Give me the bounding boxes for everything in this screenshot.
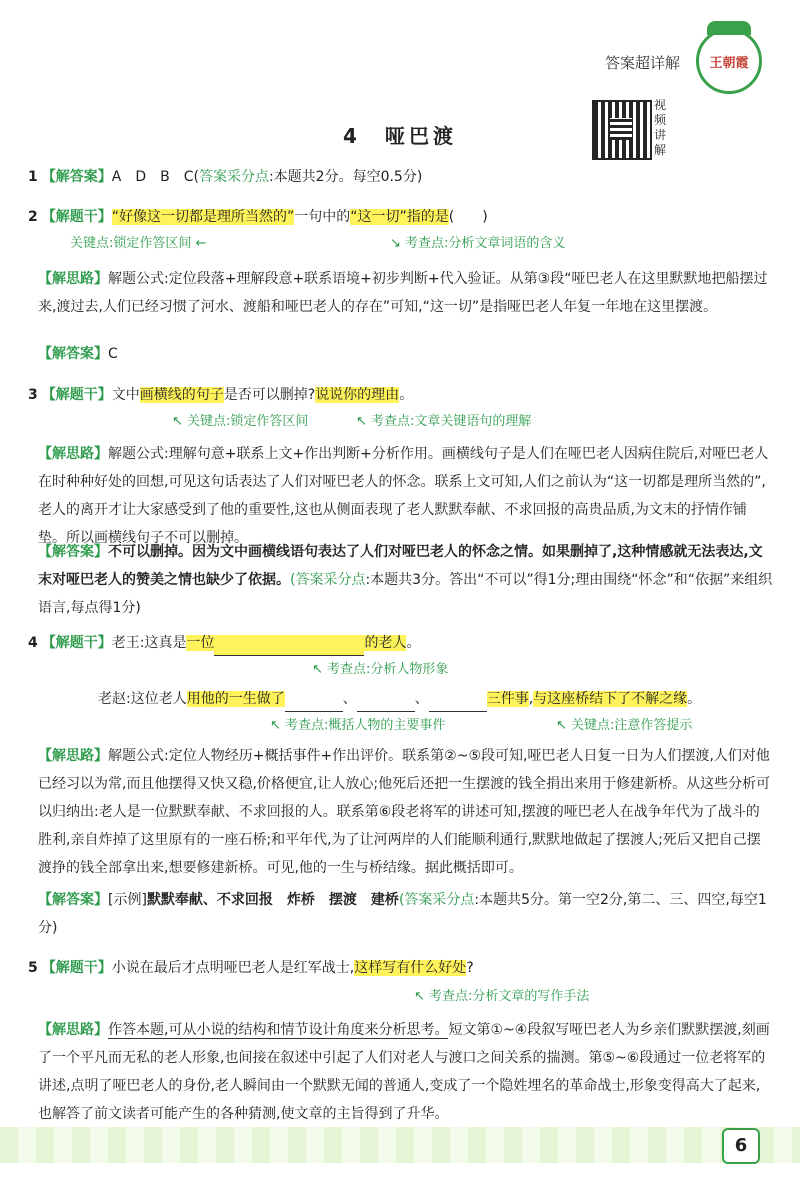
- q4-score: :本题共5分。第一空2分,第二、三、四空,每空1分): [38, 892, 767, 936]
- q3-answer: [38, 538, 773, 622]
- q1: [28, 164, 773, 190]
- q5-idea-a: 作答本题,可从小说的结构和情节设计角度来分析思考。: [108, 1022, 449, 1038]
- q2-idea-tag: 【解思路】: [38, 271, 108, 287]
- q3-idea: [38, 440, 773, 552]
- q2-tag: 【解题干】: [41, 209, 112, 225]
- q3-answer-text: 不可以删掉。因为文中画横线语句表达了人们对哑巴老人的怀念之情。如果删掉了,这种情感就无法表达,文末对哑巴老人的赞美之情也缺少了依据。: [38, 544, 763, 588]
- q5-stem-c: ?: [466, 960, 474, 976]
- q3-answer-tag: 【解答案】: [38, 544, 108, 560]
- q3-score: :本题共3分。答出“不可以”得1分;理由围绕“怀念”和“依据”来组织语言,每点得1分): [38, 572, 773, 616]
- q2-idea: [38, 265, 773, 321]
- q4-score-tag: (答案采分点: [398, 892, 475, 908]
- q1-tag: 【解答案】: [41, 169, 112, 185]
- page-number: 6: [722, 1128, 760, 1164]
- q4-number: 4: [28, 635, 38, 651]
- q5-stem-a: 小说在最后才点明哑巴老人是红军战士,: [111, 960, 355, 976]
- q5-idea: [38, 1016, 773, 1128]
- q4-idea: [38, 742, 773, 882]
- q4-line2-a: 老赵:这位老人: [98, 691, 187, 707]
- q1-score-tag: 答案采分点: [198, 169, 269, 185]
- q3-stem-e: 。: [399, 387, 414, 403]
- q3-note-key: ↖ 关键点:锁定作答区间: [172, 414, 309, 429]
- q4-note-exam1: ↖ 考查点:分析人物形象: [312, 662, 449, 677]
- q5-note-exam: ↖ 考查点:分析文章的写作手法: [414, 989, 590, 1004]
- q4-line2-h: 。: [687, 691, 702, 707]
- q5-tag: 【解题干】: [41, 960, 112, 976]
- page-title: 4 哑巴渡: [343, 124, 457, 148]
- q4-stem: [28, 630, 773, 656]
- q2-note-exam: ↘ 考查点:分析文章词语的含义: [390, 236, 566, 251]
- q5-stem-b: 这样写有什么好处: [354, 960, 467, 976]
- header-text: 答案超详解: [604, 54, 680, 72]
- q4-note-exam2: ↖ 考查点:概括人物的主要事件: [270, 718, 446, 733]
- q2-idea-text: 解题公式:定位段落+理解段意+联系语境+初步判断+代入验证。从第③段“哑巴老人在这里默默地把船摆过来,渡过去,人们已经习惯了河水、渡船和哑巴老人的存在”可知,“这一切”是指哑巴老人年复一年地在这里摆渡。: [38, 271, 768, 315]
- q3-note-exam: ↖ 考查点:文章关键语句的理解: [356, 414, 532, 429]
- q2-answer-text: C: [108, 346, 118, 362]
- q3-stem-c: 是否可以删掉?: [223, 387, 316, 403]
- q4-line2-c: 、: [342, 691, 357, 707]
- q4-stem-a: 老王:这真是: [111, 635, 187, 651]
- q4-stem-b: 一位: [186, 635, 215, 651]
- qr-label: 视频讲解: [654, 98, 667, 157]
- q5-idea-b: 短文第①~④段叙写哑巴老人为乡亲们默默摆渡,刻画了一个平凡而无私的老人形象,也间接在叙述中引起了人们对老人与渡口之间关系的揣测。第⑤~⑥段通过一位老将军的讲述,点明了哑巴老人的身份,老人瞬间由一个默默无闻的普通人,变成了一个隐姓埋名的革命战士,形象变得高大了起来,也解答了前文读者可能产生的各种猜测,使文章的主旨得到了升华。: [38, 1022, 770, 1122]
- q2-stem-c: “这一切”指的是: [350, 209, 449, 225]
- q2-stem: [28, 204, 773, 230]
- q4-line2-b: 用他的一生做了: [186, 691, 285, 707]
- q4-blank-3[interactable]: [357, 691, 415, 712]
- q4-tag: 【解题干】: [41, 635, 112, 651]
- q4-note-key: ↖ 关键点:注意作答提示: [556, 718, 693, 733]
- q2-stem-a: “好像这一切都是理所当然的”: [111, 209, 295, 225]
- q4-idea-text: 解题公式:定位人物经历+概括事件+作出评价。联系第②~⑤段可知,哑巴老人日复一日为人们摆渡,人们对他已经习以为常,而且他摆得又快又稳,价格便宜,让人放心;他死后还把一生摆渡的钱全捐出来用于修建新桥。从这些分析可以归纳出:老人是一位默默奉献、不求回报的人。联系第⑥段老将军的讲述可知,摆渡的哑巴老人在战争年代为了战斗的胜利,亲自炸掉了这里原有的一座石桥;和平年代,为了让河两岸的人们能顺利通行,默默地做起了摆渡人;死后又把自己摆渡挣的钱全部拿出来,想要修建新桥。可见,他的一生与桥结缘。据此概括即可。: [38, 748, 771, 876]
- q4-line2-e: 三件事: [486, 691, 529, 707]
- q4-line2-g: 与这座桥结下了不解之缘: [533, 691, 688, 707]
- q5-number: 5: [28, 960, 38, 976]
- qr-code-icon[interactable]: [592, 100, 652, 160]
- q3-number: 3: [28, 387, 38, 403]
- q4-stem-d: 。: [406, 635, 421, 651]
- q1-number: 1: [28, 169, 38, 185]
- q1-answer: A D B C(: [111, 169, 199, 185]
- q2-answer: [38, 340, 773, 368]
- q4-answer-tag: 【解答案】: [38, 892, 108, 908]
- q3-stem-a: 文中: [111, 387, 140, 403]
- q3-tag: 【解题干】: [41, 387, 112, 403]
- q3-idea-text: 解题公式:理解句意+联系上文+作出判断+分析作用。画横线句子是人们在哑巴老人因病住院后,对哑巴老人在时种种好处的回想,可见这句话表达了人们对哑巴老人的怀念。联系上文可知,人们之前认为“这一切都是理所当然的”,老人的离开才让大家感受到了他的重要性,这也从侧面表现了老人默默奉献、不求回报的高贵品质,为文末的抒情作铺垫。所以画横线句子不可以删掉。: [38, 446, 769, 546]
- q4-answer-pre: [示例]: [108, 892, 147, 908]
- q2-answer-tag: 【解答案】: [38, 346, 108, 362]
- q3-score-tag: (答案采分点: [290, 572, 366, 588]
- q5-idea-tag: 【解思路】: [38, 1022, 108, 1038]
- q2-number: 2: [28, 209, 38, 225]
- q4-line2-f: ,: [528, 691, 534, 707]
- q4-idea-tag: 【解思路】: [38, 748, 108, 764]
- q3-stem-b: 画横线的句子: [139, 387, 224, 403]
- q2-stem-d: ( ): [448, 209, 488, 225]
- footer-band: [0, 1127, 800, 1163]
- q2-stem-b: 一句中的: [294, 209, 351, 225]
- q3-idea-tag: 【解思路】: [38, 446, 108, 462]
- q4-line2: [98, 686, 778, 712]
- q3-stem-d: 说说你的理由: [315, 387, 400, 403]
- q5-stem: [28, 955, 773, 981]
- q4-blank-2[interactable]: [285, 691, 343, 712]
- q4-stem-c: 的老人: [364, 635, 407, 651]
- q4-blank-4[interactable]: [429, 691, 487, 712]
- q4-answer-text: 默默奉献、不求回报 炸桥 摆渡 建桥: [146, 892, 399, 908]
- q4-answer: [38, 886, 773, 942]
- q4-line2-d: 、: [414, 691, 429, 707]
- q4-blank-1[interactable]: [214, 635, 364, 656]
- q1-score: :本题共2分。每空0.5分): [268, 169, 423, 185]
- q3-stem: [28, 382, 773, 408]
- q2-note-key: 关键点:锁定作答区间 ←: [70, 236, 207, 251]
- brand-logo: 王朝霞: [696, 28, 762, 94]
